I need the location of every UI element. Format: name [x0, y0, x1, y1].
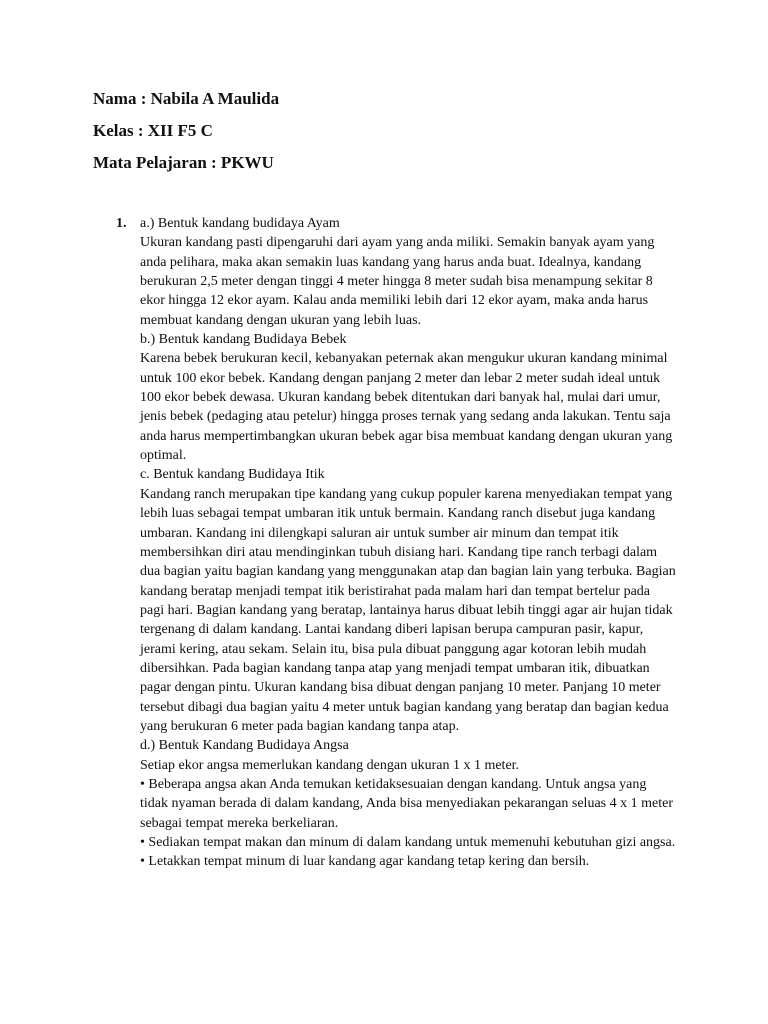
section-paragraph-bebek: Karena bebek berukuran kecil, kebanyakan peternak akan mengukur ukuran kandang minimal untuk 100 ekor bebek. Kandang dengan panjang 2 meter dan lebar 2 meter sudah ideal untuk 100 ekor bebek dewasa. Ukuran kandang bebek ditentukan dari banyak hal, mulai dari umur, jenis bebek (pedaging atau petelur) hingga proses ternak yang sedang anda lakukan. Tentu saja anda harus mempertimbangkan ukuran bebek agar bisa membuat kandang dengan ukuran yang optimal.: [140, 351, 673, 464]
bullet-item: • Letakkan tempat minum di luar kandang agar kandang tetap kering dan bersih.: [140, 854, 590, 870]
student-name: Nama : Nabila A Maulida: [93, 89, 280, 108]
answer-number: 1.: [116, 216, 127, 231]
section-heading-angsa: d.) Bentuk Kandang Budidaya Angsa: [140, 738, 349, 754]
section-paragraph-itik: Kandang ranch merupakan tipe kandang yang cukup populer karena menyediakan tempat yang lebih luas sebagai tempat umbaran itik untuk bermain. Kandang ranch disebut juga kandang umbaran. Kandang ini dilengkapi saluran air untuk sumber air minum dan tempat itik membersihkan diri atau mendinginkan tubuh disiang hari. Kandang tipe ranch terbagi dalam dua bagian yaitu bagian kandang yang menggunakan atap dan bagian lain yang terbuka. Bagian kandang beratap menjadi tempat itik beristirahat pada malam hari dan tempat bertelur pada pagi hari. Bagian kandang yang beratap, lantainya harus dibuat lebih tinggi agar air hujan tidak tergenang di dalam kandang. Lantai kandang diberi lapisan berupa campuran pasir, kapur, jerami kering, atau sekam. Selain itu, bisa pula dibuat panggung agar kotoran lebih mudah dibersihkan. Pada bagian kandang tanpa atap yang menjadi tempat umbaran itik, dibuatkan pagar dengan pintu. Ukuran kandang bisa dibuat dengan panjang 10 meter. Panjang 10 meter tersebut dibagi dua bagian yaitu 4 meter untuk bagian kandang yang beratap dan bagian kedua yang berukuran 6 meter pada bagian kandang tanpa atap.: [140, 486, 676, 734]
section-heading-itik: c. Bentuk kandang Budidaya Itik: [140, 467, 325, 483]
bullet-item: • Beberapa angsa akan Anda temukan ketidaksesuaian dengan kandang. Untuk angsa yang tidak nyaman berada di dalam kandang, Anda bisa menyediakan pekarangan seluas 4 x 1 meter sebagai tempat mereka berkeliaran.: [140, 776, 673, 831]
subject-title: Mata Pelajaran : PKWU: [93, 153, 274, 172]
section-heading-bebek: b.) Bentuk kandang Budidaya Bebek: [140, 332, 347, 348]
section-paragraph-ayam: Ukuran kandang pasti dipengaruhi dari ayam yang anda miliki. Semakin banyak ayam yang anda pelihara, maka akan semakin luas kandang yang harus anda buat. Idealnya, kandang berukuran 2,5 meter dengan tinggi 4 meter hingga 8 meter sudah bisa menampung sekitar 8 ekor hingga 12 ekor ayam. Kalau anda memiliki lebih dari 12 ekor ayam, maka anda harus membuat kandang dengan ukuran yang lebih luas.: [140, 235, 655, 328]
answer-body: [140, 214, 676, 872]
section-paragraph-angsa: Setiap ekor angsa memerlukan kandang dengan ukuran 1 x 1 meter.: [140, 757, 520, 773]
student-class: Kelas : XII F5 C: [93, 121, 213, 140]
bullet-item: • Sediakan tempat makan dan minum di dalam kandang untuk memenuhi kebutuhan gizi angsa.: [140, 835, 676, 850]
section-heading-ayam: a.) Bentuk kandang budidaya Ayam: [140, 216, 340, 231]
